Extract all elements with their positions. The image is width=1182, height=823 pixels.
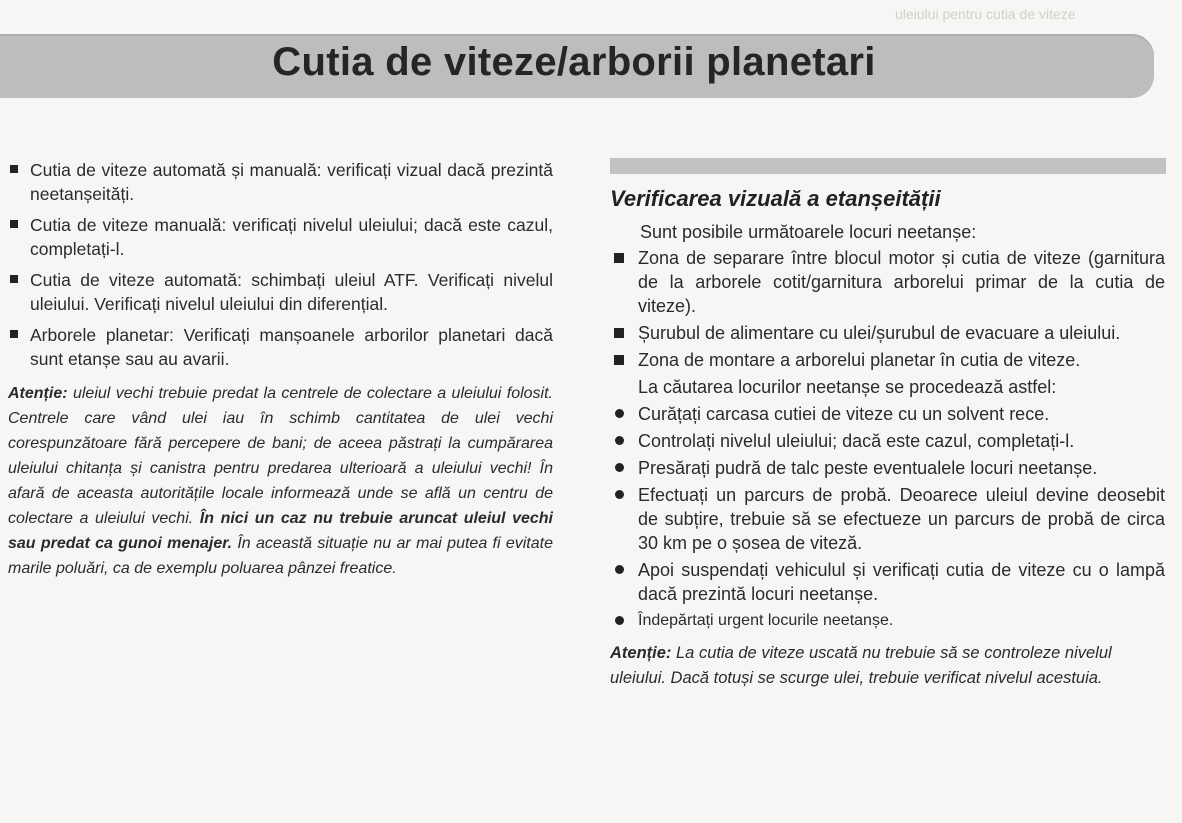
procedure-steps-list <box>610 402 1165 633</box>
list-item: Presărați pudră de talc peste eventualele locuri neetanșe. <box>610 456 1165 480</box>
maintenance-list <box>8 158 553 371</box>
right-column <box>610 158 1165 691</box>
note-bold-text: În nici un caz nu trebuie aruncat uleiul vechi sau predat ca gunoi menajer. <box>8 510 553 552</box>
list-item: Curățați carcasa cutiei de viteze cu un solvent rece. <box>610 402 1165 426</box>
list-item: Apoi suspendați vehiculul și verificați cutia de viteze cu o lampă dacă prezintă locuri neetanșe. <box>610 558 1165 606</box>
bleed-through-text: uleiului pentru cutia de viteze <box>895 6 1076 22</box>
list-item: Șurubul de alimentare cu ulei/șurubul de evacuare a uleiului. <box>610 321 1165 345</box>
oil-disposal-note <box>8 381 553 581</box>
list-item: Cutia de viteze automată și manuală: verificați vizual dacă prezintă neetanșeități. <box>8 158 553 206</box>
page-title: Cutia de viteze/arborii planetari <box>272 40 876 84</box>
list-item: Zona de separare între blocul motor și cutia de viteze (garnitura de la arborele cotit/garnitura arborelui primar de la cutia de viteze). <box>610 246 1165 318</box>
section-title: Verificarea vizuală a etanșeității <box>610 186 941 211</box>
dry-gearbox-note <box>610 641 1165 691</box>
list-item: Arborele planetar: Verificați manșoanele arborilor planetari dacă sunt etanșe sau au avarii. <box>8 323 553 371</box>
note-label: Atenție: <box>8 385 68 402</box>
list-item: Zona de montare a arborelui planetar în cutia de viteze. <box>610 348 1165 372</box>
list-item: Controlați nivelul uleiului; dacă este cazul, completați-l. <box>610 429 1165 453</box>
note-text: În această situație nu ar mai putea fi evitate marile poluări, ca de exemplu poluarea pânzei freatice. <box>8 535 553 577</box>
title-banner <box>0 34 1154 98</box>
note-text: uleiul vechi trebuie predat la centrele de colectare a uleiului folosit. Centrele care vând ulei iau în schimb cantitatea de ulei vechi corespunzătoare fără percepere de bani; de aceea păstrați la cumpărarea uleiului chitanța și canistra pentru predarea ulterioară a uleiului vechi! În afară de aceasta autoritățile locale informează unde se află un centru de colectare a uleiului vechi. <box>8 385 553 527</box>
list-item: Efectuați un parcurs de probă. Deoarece uleiul devine deosebit de subțire, trebuie să se efectueze un parcurs de probă de circa 30 km pe o șosea de viteză. <box>610 483 1165 555</box>
list-item: Cutia de viteze automată: schimbați uleiul ATF. Verificați nivelul uleiului. Verificați nivelul uleiului din diferențial. <box>8 268 553 316</box>
note-text: La cutia de viteze uscată nu trebuie să se controleze nivelul uleiului. Dacă totuși se scurge ulei, trebuie verificat nivelul acestuia. <box>610 644 1112 687</box>
list-item: Cutia de viteze manuală: verificați nivelul uleiului; dacă este cazul, completați-l. <box>8 213 553 261</box>
list-item: Îndepărtați urgent locurile neetanșe. <box>610 609 1165 633</box>
left-column <box>8 158 553 581</box>
leak-locations-list <box>610 246 1165 372</box>
note-label: Atenție: <box>610 644 672 662</box>
intro-text: Sunt posibile următoarele locuri neetanșe: <box>640 222 977 242</box>
procedure-intro: La căutarea locurilor neetanșe se procedează astfel: <box>638 377 1057 397</box>
section-divider <box>610 158 1166 174</box>
